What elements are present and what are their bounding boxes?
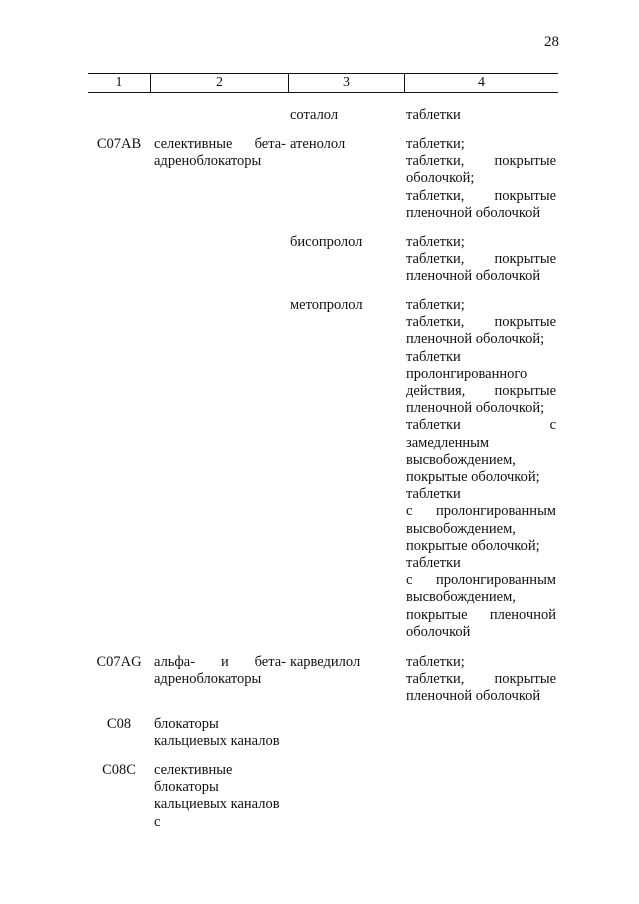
drug-name: карведилол [290, 654, 361, 670]
dosage-form-line: с пролонгированным [406, 503, 556, 520]
dosage-form-line: таблетки, покрытые [406, 671, 556, 688]
group-line: блокаторы [154, 779, 219, 796]
drug-name: метопролол [290, 297, 363, 313]
dosage-form-line: замедленным [406, 434, 490, 451]
dosage-form-line: таблетки [406, 348, 461, 365]
dosage-form-line: таблетки [406, 486, 461, 503]
dosage-form-line: пленочной оболочкой [406, 204, 541, 221]
dosage-forms [406, 136, 556, 222]
group-name [154, 654, 286, 688]
group-line: блокаторы [154, 716, 219, 732]
group-line: альфа- и бета- [154, 654, 286, 670]
drug-name: атенолол [290, 136, 346, 152]
dosage-form-line: высвобождением, [406, 451, 516, 468]
group-line: с [154, 813, 161, 830]
group-name [154, 716, 286, 750]
dosage-form-line: с пролонгированным [406, 572, 556, 589]
dosage-form-line: пленочной оболочкой; [406, 331, 545, 348]
group-line: селективные [154, 762, 233, 778]
dosage-form-line: таблетки, покрытые [406, 314, 556, 331]
page-number: 28 [544, 34, 559, 50]
dosage-form-line: таблетки, покрытые [406, 153, 556, 170]
dosage-form-line: пленочной оболочкой; [406, 400, 545, 417]
dosage-form-line: пленочной оболочкой [406, 688, 541, 705]
dosage-form-line: пролонгированного [406, 365, 528, 382]
dosage-form-line: таблетки [406, 555, 461, 572]
dosage-form-line: таблетки, покрытые [406, 187, 556, 204]
dosage-form-line: оболочкой [406, 623, 471, 640]
table-header [88, 73, 558, 93]
group-line: кальциевых каналов [154, 733, 280, 750]
header-col-4: 4 [478, 75, 485, 90]
atc-code: C07AG [96, 654, 142, 670]
dosage-form-line: пленочной оболочкой [406, 268, 541, 285]
dosage-form-line: покрытые пленочной [406, 606, 556, 623]
group-name [154, 136, 286, 170]
dosage-form-line: высвобождением, [406, 520, 516, 537]
header-col-1: 1 [115, 75, 123, 90]
drug-name: бисопролол [290, 234, 363, 250]
dosage-form-line: покрытые оболочкой; [406, 537, 540, 554]
atc-code: C08C [102, 762, 136, 778]
dosage-form-line: таблетки с [406, 417, 556, 434]
dosage-form-line: таблетки; [406, 234, 465, 250]
header-col-2: 2 [216, 75, 223, 90]
group-line: адреноблокаторы [154, 671, 262, 688]
dosage-form-line: таблетки; [406, 654, 465, 670]
atc-code: C08 [106, 716, 132, 732]
header-col-3: 3 [343, 75, 350, 90]
drug-name: соталол [290, 107, 339, 123]
dosage-form-line: высвобождением, [406, 589, 516, 606]
dosage-form-line: таблетки; [406, 297, 465, 313]
dosage-form-line: покрытые оболочкой; [406, 469, 540, 486]
dosage-form-line: оболочкой; [406, 170, 475, 187]
dosage-form: таблетки [406, 107, 461, 123]
group-line: адреноблокаторы [154, 153, 262, 170]
dosage-forms [406, 297, 556, 641]
atc-code: C07AB [96, 136, 142, 152]
group-line: кальциевых каналов [154, 796, 280, 813]
dosage-forms [406, 654, 556, 706]
group-name [154, 762, 286, 831]
dosage-form-line: действия, покрытые [406, 383, 556, 400]
dosage-form-line: таблетки; [406, 136, 465, 152]
group-line: селективные бета- [154, 136, 286, 152]
dosage-forms [406, 234, 556, 286]
dosage-form-line: таблетки, покрытые [406, 251, 556, 268]
